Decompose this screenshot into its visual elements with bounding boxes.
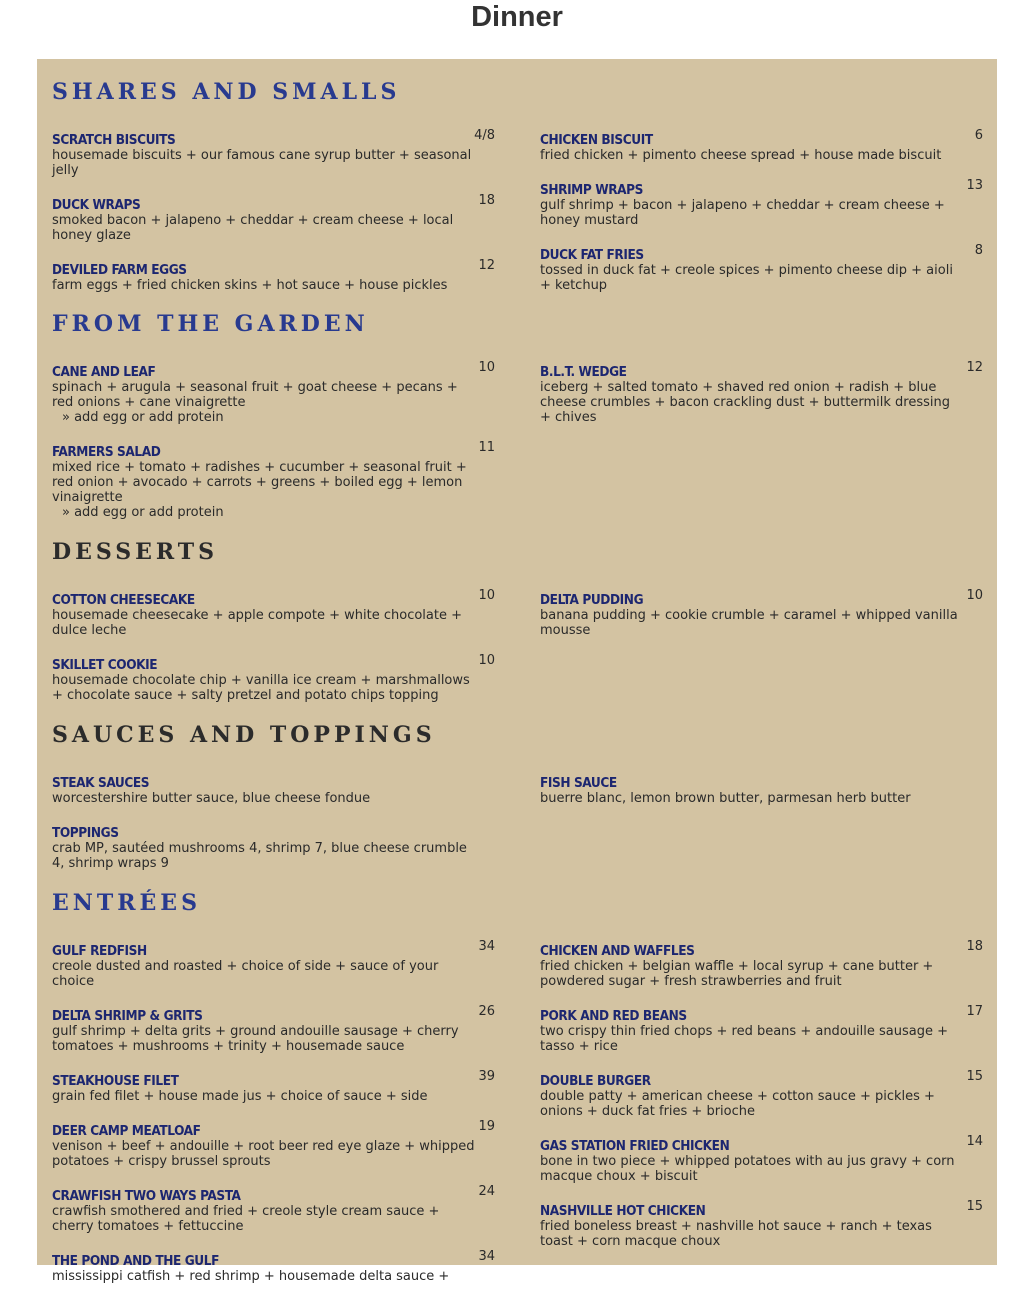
item-price: 26 (478, 1004, 495, 1019)
item-price: 18 (478, 193, 495, 208)
item-name: THE POND AND THE GULF (52, 1253, 219, 1269)
item-description: mixed rice + tomato + radishes + cucumber + seasonal fruit + red onion + avocado + carrots + greens + boiled egg + lemon vinaigrette (52, 460, 467, 505)
section-title: ENTRÉES (52, 890, 201, 916)
item-description: smoked bacon + jalapeno + cheddar + cream cheese + local honey glaze (52, 213, 454, 243)
section-title: FROM THE GARDEN (52, 311, 369, 337)
item-name: FISH SAUCE (540, 775, 617, 791)
item-description: fried chicken + pimento cheese spread + house made biscuit (540, 148, 942, 163)
section-desserts (52, 539, 983, 703)
left-column (52, 775, 495, 890)
item-name: DEER CAMP MEATLOAF (52, 1123, 201, 1139)
item-name: CHICKEN AND WAFFLES (540, 943, 695, 959)
item-description: creole dusted and roasted + choice of side + sauce of your choice (52, 959, 439, 989)
item-price: 13 (966, 178, 983, 193)
menu-item (52, 1249, 495, 1284)
item-name: SHRIMP WRAPS (540, 182, 643, 198)
item-price: 10 (966, 588, 983, 603)
item-name: DELTA PUDDING (540, 592, 644, 608)
item-note: » add egg or add protein (62, 505, 224, 520)
item-price: 14 (966, 1134, 983, 1149)
item-description: tossed in duck fat + creole spices + pimento cheese dip + aioli + ketchup (540, 263, 953, 293)
item-price: 24 (478, 1184, 495, 1199)
item-description: buerre blanc, lemon brown butter, parmesan herb butter (540, 791, 911, 806)
item-name: B.L.T. WEDGE (540, 364, 627, 380)
item-price: 4/8 (474, 128, 495, 143)
item-name: DOUBLE BURGER (540, 1073, 651, 1089)
right-column (540, 939, 983, 1268)
item-description: two crispy thin fried chops + red beans + andouille sausage + tasso + rice (540, 1024, 948, 1054)
item-description: banana pudding + cookie crumble + caramel + whipped vanilla mousse (540, 608, 958, 638)
right-column (540, 128, 983, 312)
item-name: COTTON CHEESECAKE (52, 592, 195, 608)
item-description: spinach + arugula + seasonal fruit + goat cheese + pecans + red onions + cane vinaigrette (52, 380, 458, 410)
right-column (540, 588, 983, 657)
item-description: double patty + american cheese + cotton sauce + pickles + onions + duck fat fries + brioche (540, 1089, 935, 1119)
item-name: NASHVILLE HOT CHICKEN (540, 1203, 706, 1219)
item-name: STEAKHOUSE FILET (52, 1073, 179, 1089)
item-price: 8 (974, 243, 983, 258)
menu-item (540, 775, 983, 806)
item-price: 6 (974, 128, 983, 143)
menu-item (52, 1004, 495, 1054)
menu-item (540, 243, 983, 293)
right-column (540, 775, 983, 825)
item-price: 15 (966, 1069, 983, 1084)
item-description: housemade biscuits + our famous cane syrup butter + seasonal jelly (52, 148, 472, 178)
menu-item (540, 360, 983, 425)
menu-item (540, 939, 983, 989)
item-name: GAS STATION FRIED CHICKEN (540, 1138, 730, 1154)
item-name: DUCK FAT FRIES (540, 247, 644, 263)
item-price: 34 (478, 939, 495, 954)
item-name: DUCK WRAPS (52, 197, 141, 213)
left-column (52, 128, 495, 312)
menu-item (52, 193, 495, 243)
item-description: fried boneless breast + nashville hot sauce + ranch + texas toast + corn macque choux (540, 1219, 932, 1249)
section-title: SHARES AND SMALLS (52, 79, 401, 105)
item-description: gulf shrimp + bacon + jalapeno + cheddar + cream cheese + honey mustard (540, 198, 945, 228)
menu-item (52, 939, 495, 989)
section-from-the-garden (52, 311, 983, 520)
left-column (52, 588, 495, 722)
menu-item (52, 1069, 495, 1104)
left-column (52, 360, 495, 539)
item-price: 10 (478, 588, 495, 603)
menu-item (540, 588, 983, 638)
section-title: DESSERTS (52, 539, 219, 565)
item-note: » add egg or add protein (62, 410, 224, 425)
item-description: farm eggs + fried chicken skins + hot sauce + house pickles (52, 278, 448, 293)
item-name: FARMERS SALAD (52, 444, 161, 460)
item-description: crawfish smothered and fried + creole style cream sauce + cherry tomatoes + fettuccine (52, 1204, 440, 1234)
item-name: STEAK SAUCES (52, 775, 150, 791)
menu-item (540, 1199, 983, 1249)
item-name: DEVILED FARM EGGS (52, 262, 187, 278)
menu-item (52, 128, 495, 178)
page-title: Dinner (471, 1, 563, 33)
item-name: CHICKEN BISCUIT (540, 132, 653, 148)
item-name: CANE AND LEAF (52, 364, 156, 380)
menu-item (540, 178, 983, 228)
item-description: iceberg + salted tomato + shaved red onion + radish + blue cheese crumbles + bacon crackling dust + buttermilk dressing + chives (540, 380, 950, 425)
item-description: gulf shrimp + delta grits + ground andouille sausage + cherry tomatoes + mushrooms + trinity + housemade sauce (52, 1024, 459, 1054)
menu-item (52, 1119, 495, 1169)
item-description: housemade chocolate chip + vanilla ice cream + marshmallows + chocolate sauce + salty pretzel and potato chips topping (52, 673, 470, 703)
item-description: venison + beef + andouille + root beer red eye glaze + whipped potatoes + crispy brussel sprouts (52, 1139, 475, 1169)
menu-item (52, 258, 495, 293)
section-shares-and-smalls (52, 79, 983, 293)
item-price: 19 (478, 1119, 495, 1134)
menu-item (52, 1184, 495, 1234)
item-description: mississippi catfish + red shrimp + housemade delta sauce + (52, 1269, 450, 1284)
left-column (52, 939, 495, 1303)
item-description: fried chicken + belgian waffle + local syrup + cane butter + powdered sugar + fresh strawberries and fruit (540, 959, 934, 989)
item-price: 34 (478, 1249, 495, 1264)
item-name: DELTA SHRIMP & GRITS (52, 1008, 203, 1024)
menu-panel (37, 59, 997, 1284)
item-name: SKILLET COOKIE (52, 657, 158, 673)
item-description: bone in two piece + whipped potatoes with au jus gravy + corn macque choux + biscuit (540, 1154, 955, 1184)
menu-item (52, 775, 495, 806)
item-description: grain fed filet + house made jus + choice of sauce + side (52, 1089, 428, 1104)
item-price: 10 (478, 360, 495, 375)
item-price: 11 (478, 440, 495, 455)
right-column (540, 360, 983, 444)
item-description: crab MP, sautéed mushrooms 4, shrimp 7, blue cheese crumble 4, shrimp wraps 9 (52, 841, 467, 871)
menu-item (540, 1134, 983, 1184)
item-price: 15 (966, 1199, 983, 1214)
menu-item (52, 440, 495, 520)
menu-item (540, 128, 983, 163)
section-sauces-and-toppings (52, 722, 982, 871)
menu-item (540, 1004, 983, 1054)
item-description: worcestershire butter sauce, blue cheese fondue (52, 791, 371, 806)
item-name: CRAWFISH TWO WAYS PASTA (52, 1188, 241, 1204)
item-name: PORK AND RED BEANS (540, 1008, 687, 1024)
menu-item (52, 360, 495, 425)
item-name: SCRATCH BISCUITS (52, 132, 176, 148)
menu-item (52, 653, 495, 703)
item-price: 39 (478, 1069, 495, 1084)
menu-item (52, 825, 495, 871)
item-name: GULF REDFISH (52, 943, 147, 959)
menu-item (52, 588, 495, 638)
item-description: housemade cheesecake + apple compote + white chocolate + dulce leche (52, 608, 462, 638)
item-price: 17 (966, 1004, 983, 1019)
item-price: 10 (478, 653, 495, 668)
item-name: TOPPINGS (52, 825, 119, 841)
item-price: 12 (966, 360, 983, 375)
menu-item (540, 1069, 983, 1119)
item-price: 18 (966, 939, 983, 954)
item-price: 12 (478, 258, 495, 273)
section-title: SAUCES AND TOPPINGS (52, 722, 436, 748)
section-entrees (52, 890, 983, 1284)
